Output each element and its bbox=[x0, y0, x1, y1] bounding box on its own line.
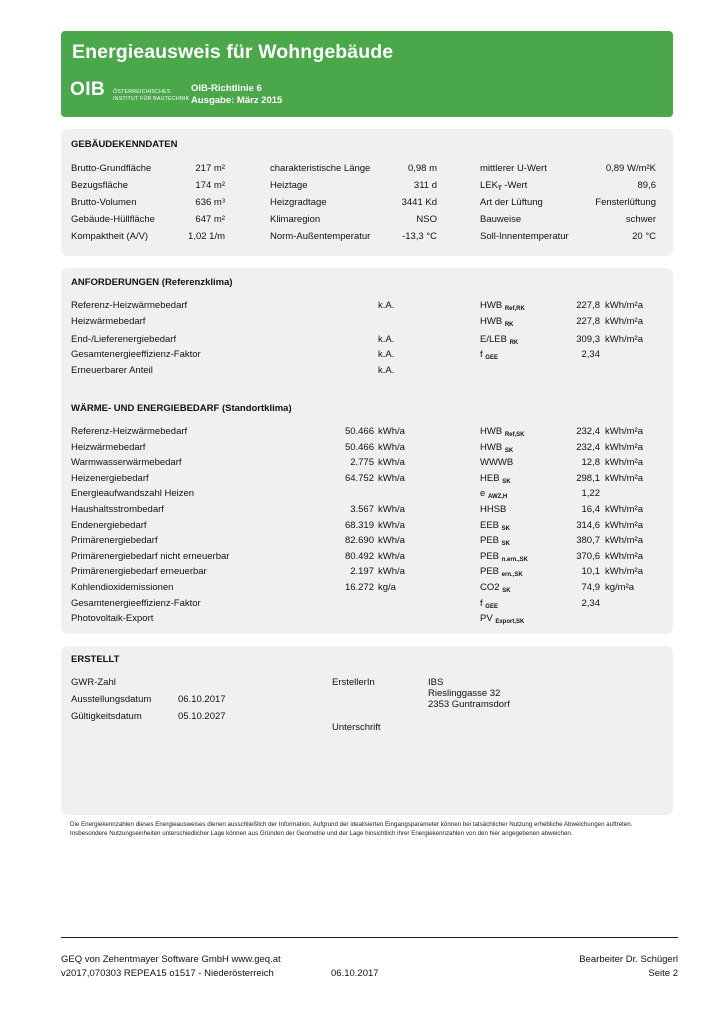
demand-unit: kWh/m²a bbox=[605, 519, 643, 531]
demand-indicator-base: HEB bbox=[480, 472, 500, 484]
valid-date-value: 05.10.2027 bbox=[178, 711, 226, 722]
demand-indicator-subscript: Ref,SK bbox=[504, 432, 525, 438]
requirement-indicator-subscript: RK bbox=[509, 340, 519, 346]
demand-unit: kWh/m²a bbox=[605, 535, 643, 547]
requirement-number: 227,8 bbox=[576, 316, 600, 327]
demand-indicator-base: f bbox=[480, 597, 483, 609]
building-value: -13,3 °C bbox=[402, 231, 437, 242]
requirement-indicator-subscript: RK bbox=[504, 322, 514, 328]
demand-indicator-subscript: Export,SK bbox=[495, 619, 525, 626]
demand-number: 12,8 bbox=[581, 457, 600, 469]
demand-value-unit: kWh/a bbox=[378, 504, 405, 515]
requirement-indicator bbox=[480, 316, 513, 331]
oib-logo-subtitle bbox=[113, 89, 189, 102]
requirement-value: k.A. bbox=[378, 365, 395, 376]
oib-logo: OIB bbox=[70, 79, 106, 100]
demand-value-unit: kWh/a bbox=[378, 426, 405, 437]
requirement-value: k.A. bbox=[378, 300, 395, 311]
requirement-unit: kWh/m²a bbox=[605, 316, 643, 327]
building-label: Norm-Außentemperatur bbox=[270, 231, 371, 242]
demand-number: 232,4 bbox=[576, 441, 600, 453]
demand-unit: kWh/m²a bbox=[605, 550, 643, 562]
demand-value-unit: kWh/a bbox=[378, 457, 405, 469]
demand-indicator bbox=[480, 504, 506, 516]
requirement-indicator-base: HWB bbox=[480, 316, 503, 327]
demand-indicator bbox=[480, 535, 510, 550]
requirement-indicator-base: E/LEB bbox=[480, 334, 507, 345]
creator-name: IBS bbox=[428, 677, 444, 688]
header-banner bbox=[61, 31, 673, 117]
building-label: Heiztage bbox=[270, 180, 308, 191]
building-value: Fensterlüftung bbox=[595, 197, 656, 208]
requirement-number: 227,8 bbox=[576, 300, 600, 311]
demand-indicator-base: e bbox=[480, 488, 486, 500]
requirement-number: 309,3 bbox=[576, 334, 600, 345]
demand-label: Primärenergiebedarf erneuerbar bbox=[71, 566, 207, 578]
demand-label: Primärenergiebedarf bbox=[71, 535, 158, 547]
demand-value: 68.319 bbox=[344, 519, 374, 531]
demand-indicator-subscript: SK bbox=[502, 588, 511, 594]
building-label bbox=[480, 231, 569, 243]
demand-indicator-subscript: SK bbox=[501, 525, 510, 532]
building-value: NSO bbox=[416, 214, 437, 225]
building-label: Gebäude-Hüllfläche bbox=[71, 214, 155, 225]
building-label bbox=[480, 197, 543, 209]
disclaimer-text: Die Energiekennzahlen dieses Energieausweises dienen ausschließlich der Information. Aufgrund der idealisierten Eingangsparameter können bei tatsächlicher Nutzung erhebliche Abweichungen auftreten. Insbesondere Nutzungseinheiten unterschiedlicher Lage können aus Gründen der Geometrie und der Lage hinsichtlich ihrer Energiekennzahlen von den hier angegebenen abweichen. bbox=[70, 821, 633, 837]
demand-value: 80.492 bbox=[344, 550, 374, 562]
demand-indicator-base: CO2 bbox=[480, 582, 500, 593]
footer-software: GEQ von Zehentmayer Software GmbH www.geq.at bbox=[61, 954, 281, 965]
demand-value: 64.752 bbox=[344, 472, 374, 484]
demand-unit: kg/m²a bbox=[605, 582, 635, 593]
demand-value-unit: kg/a bbox=[378, 582, 396, 593]
demand-indicator bbox=[480, 488, 507, 503]
building-value: 636 m³ bbox=[195, 197, 225, 208]
demand-value: 2.197 bbox=[350, 566, 374, 578]
building-label: Heizgradtage bbox=[270, 197, 327, 208]
demand-unit: kWh/m²a bbox=[605, 566, 643, 578]
demand-indicator-base: PEB bbox=[480, 550, 500, 562]
creator-city: 2353 Guntramsdorf bbox=[428, 699, 510, 710]
gwr-label: GWR-Zahl bbox=[71, 677, 116, 688]
demand-value-unit: kWh/a bbox=[378, 566, 405, 578]
demand-number: 232,4 bbox=[576, 426, 600, 437]
demand-label: Referenz-Heizwärmebedarf bbox=[71, 426, 188, 437]
demand-number: 1,22 bbox=[581, 488, 600, 500]
demand-indicator bbox=[480, 582, 511, 597]
requirement-unit: kWh/m²a bbox=[605, 300, 643, 311]
requirement-indicator-base: f bbox=[480, 349, 483, 360]
requirement-unit: kWh/m²a bbox=[605, 334, 643, 345]
issue-date-value: 06.10.2017 bbox=[178, 694, 226, 705]
demand-label: Photovoltaik-Export bbox=[71, 613, 154, 625]
signature-label: Unterschrift bbox=[332, 722, 381, 733]
demand-number: 380,7 bbox=[576, 535, 600, 547]
demand-indicator-base: WWWB bbox=[480, 457, 514, 469]
demand-indicator bbox=[480, 598, 498, 613]
requirement-value: k.A. bbox=[378, 334, 395, 345]
demand-value: 16.272 bbox=[344, 582, 374, 593]
demand-value: 82.690 bbox=[344, 535, 374, 547]
building-label bbox=[480, 214, 521, 226]
demand-indicator-base: HHSB bbox=[480, 504, 507, 515]
building-value: 3441 Kd bbox=[401, 197, 437, 208]
demand-indicator-base: PEB bbox=[480, 535, 500, 547]
requirement-indicator bbox=[480, 349, 498, 364]
requirements-title: ANFORDERUNGEN (Referenzklima) bbox=[71, 277, 233, 288]
demand-value-unit: kWh/a bbox=[378, 550, 405, 562]
footer-version: v2017,070303 REPEA15 o1517 - Niederösterreich bbox=[61, 968, 274, 979]
building-label: Kompaktheit (A/V) bbox=[71, 231, 149, 242]
demand-indicator-subscript: SK bbox=[504, 447, 514, 454]
building-label-text: Bauweise bbox=[480, 214, 522, 225]
building-label-text: Art der Lüftung bbox=[480, 197, 543, 208]
demand-indicator-base: HWB bbox=[480, 441, 503, 453]
demand-value-unit: kWh/a bbox=[378, 472, 405, 484]
footer-divider bbox=[61, 937, 678, 938]
requirement-number: 2,34 bbox=[581, 349, 600, 360]
demand-indicator-base: EEB bbox=[480, 519, 500, 531]
building-label: Bezugsfläche bbox=[71, 180, 129, 191]
demand-indicator-base: HWB bbox=[480, 426, 503, 437]
requirement-value: k.A. bbox=[378, 349, 395, 360]
building-label bbox=[480, 180, 527, 195]
demand-label: Energieaufwandszahl Heizen bbox=[71, 488, 195, 500]
requirement-label: Gesamtenergieeffizienz-Faktor bbox=[71, 349, 201, 360]
requirement-label: Referenz-Heizwärmebedarf bbox=[71, 300, 188, 311]
demand-value-unit: kWh/a bbox=[378, 441, 405, 453]
demand-indicator-subscript: n.ern.,SK bbox=[501, 556, 528, 563]
issue-date-label: Ausstellungsdatum bbox=[71, 694, 152, 705]
building-data-panel bbox=[61, 129, 673, 256]
demand-indicator-subscript: GEE bbox=[485, 603, 498, 610]
building-value: 20 °C bbox=[632, 231, 656, 242]
created-title: ERSTELLT bbox=[71, 654, 120, 665]
demand-number: 74,9 bbox=[581, 582, 600, 593]
demand-indicator-subscript: AWZ,H bbox=[487, 494, 508, 501]
requirement-indicator-subscript: Ref,RK bbox=[504, 306, 525, 312]
demand-value: 2.775 bbox=[350, 457, 374, 469]
building-label-suffix: -Wert bbox=[501, 180, 528, 191]
creator-street: Rieslinggasse 32 bbox=[428, 688, 501, 699]
footer-date: 06.10.2017 bbox=[331, 968, 379, 979]
requirement-label: End-/Lieferenergiebedarf bbox=[71, 334, 177, 345]
requirement-label: Heizwärmebedarf bbox=[71, 316, 146, 327]
demand-indicator bbox=[480, 426, 524, 441]
creator-label: ErstellerIn bbox=[332, 677, 375, 688]
logo-sub-line-2: INSTITUT FÜR BAUTECHNIK bbox=[113, 95, 190, 102]
building-label bbox=[480, 163, 547, 175]
footer-page: Seite 2 bbox=[648, 968, 678, 979]
building-value: 311 d bbox=[413, 180, 437, 191]
demand-indicator-subscript: ern.,SK bbox=[501, 572, 523, 579]
demand-indicator-subscript: SK bbox=[502, 478, 511, 485]
demand-number: 16,4 bbox=[581, 504, 600, 515]
building-label: charakteristische Länge bbox=[270, 163, 371, 174]
building-label: Brutto-Grundfläche bbox=[71, 163, 152, 174]
demand-value: 50.466 bbox=[344, 441, 374, 453]
energy-panel bbox=[61, 268, 673, 634]
requirement-indicator bbox=[480, 300, 525, 315]
demand-label: Primärenergiebedarf nicht erneuerbar bbox=[71, 550, 230, 562]
building-value: 647 m² bbox=[195, 214, 225, 225]
building-value: 174 m² bbox=[195, 180, 225, 191]
demand-value-unit: kWh/a bbox=[378, 519, 405, 531]
building-label-text: LEK bbox=[480, 180, 498, 191]
building-value: 0,89 W/m²K bbox=[605, 163, 656, 174]
demand-indicator bbox=[480, 566, 523, 581]
demand-indicator bbox=[480, 551, 528, 566]
building-data-title: GEBÄUDEKENNDATEN bbox=[71, 139, 178, 150]
guideline-name: OIB-Richtlinie 6 bbox=[191, 83, 262, 94]
demand-unit: kWh/m²a bbox=[605, 441, 643, 453]
demand-unit: kWh/m²a bbox=[605, 472, 643, 484]
footer-editor: Bearbeiter Dr. Schügerl bbox=[579, 954, 678, 965]
guideline-edition: Ausgabe: März 2015 bbox=[191, 95, 283, 106]
building-value: 0,98 m bbox=[407, 163, 437, 174]
demand-indicator-base: PV bbox=[480, 613, 493, 625]
demand-label: Heizenergiebedarf bbox=[71, 472, 149, 484]
demand-label: Haushaltsstrombedarf bbox=[71, 504, 164, 515]
demand-indicator bbox=[480, 473, 511, 488]
requirement-indicator bbox=[480, 334, 518, 349]
demand-indicator-subscript: SK bbox=[501, 541, 510, 548]
demand-number: 314,6 bbox=[576, 519, 600, 531]
demand-number: 370,6 bbox=[576, 550, 600, 562]
building-label: Klimaregion bbox=[270, 214, 321, 225]
demand-label: Gesamtenergieeffizienz-Faktor bbox=[71, 597, 201, 609]
demand-label: Endenergiebedarf bbox=[71, 519, 147, 531]
demand-value-unit: kWh/a bbox=[378, 535, 405, 547]
demand-indicator bbox=[480, 520, 510, 535]
logo-sub-line-1: ÖSTERREICHISCHES bbox=[113, 89, 171, 95]
demand-label: Heizwärmebedarf bbox=[71, 441, 146, 453]
demand-label: Warmwasserwärmebedarf bbox=[71, 457, 182, 469]
building-label-text: mittlerer U-Wert bbox=[480, 163, 547, 174]
demand-indicator-base: PEB bbox=[480, 566, 500, 578]
demand-indicator bbox=[480, 613, 524, 628]
building-value: schwer bbox=[625, 214, 656, 225]
document-title: Energieausweis für Wohngebäude bbox=[72, 41, 394, 63]
demand-title: WÄRME- UND ENERGIEBEDARF (Standortklima) bbox=[71, 403, 292, 414]
requirement-indicator-base: HWB bbox=[480, 300, 503, 311]
building-value: 1,02 1/m bbox=[188, 231, 225, 242]
requirement-label: Erneuerbarer Anteil bbox=[71, 365, 153, 376]
demand-number: 298,1 bbox=[576, 472, 600, 484]
demand-value: 50.466 bbox=[344, 426, 374, 437]
demand-value: 3.567 bbox=[350, 504, 374, 515]
guideline-info bbox=[191, 83, 282, 107]
demand-number: 2,34 bbox=[581, 597, 600, 609]
building-label: Brutto-Volumen bbox=[71, 197, 137, 208]
valid-date-label: Gültigkeitsdatum bbox=[71, 711, 142, 722]
demand-indicator bbox=[480, 442, 513, 457]
demand-label: Kohlendioxidemissionen bbox=[71, 582, 174, 593]
created-panel bbox=[61, 646, 673, 815]
building-label-text: Soll-Innentemperatur bbox=[480, 231, 569, 242]
demand-number: 10,1 bbox=[581, 566, 600, 578]
requirement-indicator-subscript: GEE bbox=[485, 355, 498, 361]
demand-unit: kWh/m²a bbox=[605, 426, 643, 437]
demand-unit: kWh/m²a bbox=[605, 504, 643, 515]
building-value: 89,6 bbox=[637, 180, 656, 191]
building-label-subscript: T bbox=[497, 186, 502, 192]
building-value: 217 m² bbox=[195, 163, 225, 174]
demand-unit: kWh/m²a bbox=[605, 457, 643, 469]
demand-indicator bbox=[480, 457, 513, 469]
